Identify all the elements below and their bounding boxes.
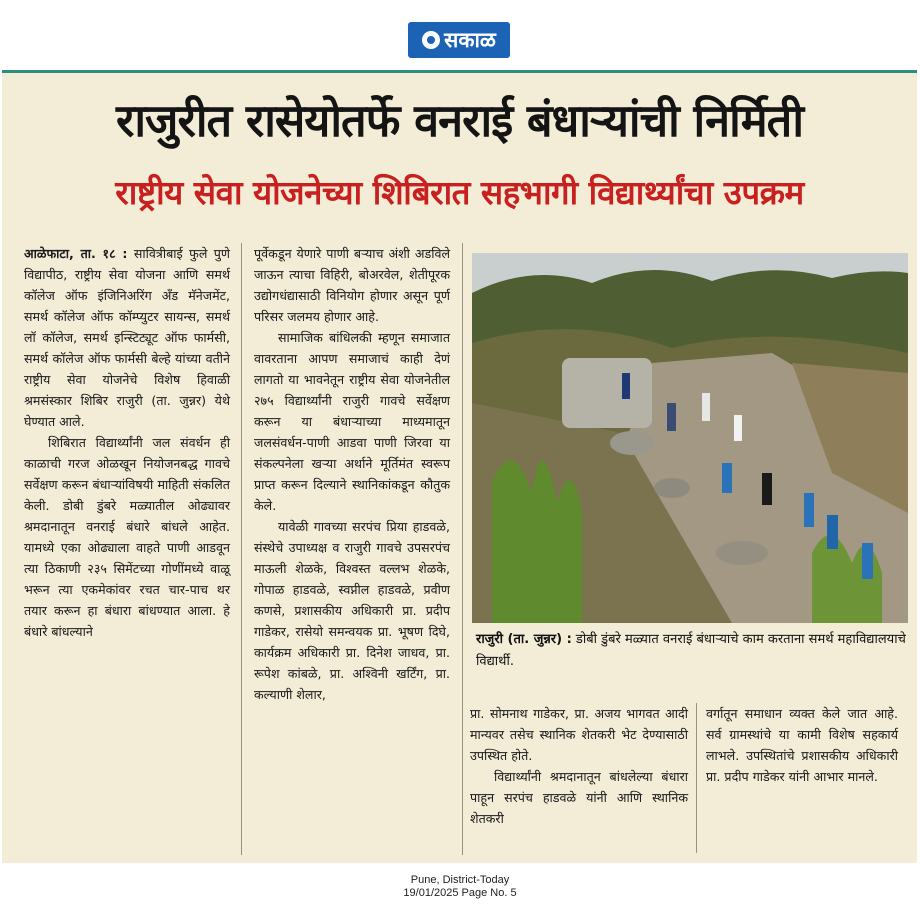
paragraph: सावित्रीबाई फुले पुणे विद्यापीठ, राष्ट्रीय सेवा योजना आणि समर्थ कॉलेज ऑफ इंजिनिअरिंग अँड मॅनेजमेंट, समर्थ कॉलेज ऑफ कॉम्प्युटर सायन्स, समर्थ लॉ कॉलेज, समर्थ इन्स्टिट्यूट ऑफ फार्मसी, समर्थ कॉलेज ऑफ फार्मसी बेल्हे यांच्या वतीने राष्ट्रीय सेवा योजनेचे विशेष हिवाळी श्रमसंस्कार शिबिर राजुरी (ता. जुन्नर) येथे घेण्यात आले. <box>24 246 230 429</box>
page-footer <box>0 874 920 900</box>
article-column-3 <box>470 703 688 829</box>
sakal-logo <box>408 22 510 58</box>
article-column-4 <box>706 703 898 787</box>
footer-date-page: 19/01/2025 Page No. 5 <box>403 887 517 899</box>
caption-text: डोबी डुंबरे मळ्यात वनराई बंधाऱ्याचे काम करताना समर्थ महाविद्यालयाचे विद्यार्थी. <box>476 632 906 669</box>
paragraph: यावेळी गावच्या सरपंच प्रिया हाडवळे, संस्थेचे उपाध्यक्ष व राजुरी गावचे उपसरपंच माऊली शेळके, विश्वस्त वल्लभ शेळके, गोपाळ हाडवळे, स्वप्नील हाडवळे, प्रवीण कणसे, प्रशासकीय अधिकारी प्रा. प्रदीप गाडेकर, रासेयो समन्वयक प्रा. भूषण दिघे, कार्यक्रम अधिकारी प्रा. दिनेश जाधव, प्रा. रूपेश कांबळे, प्रा. अश्विनी खर्टिंग, प्रा. कल्याणी शेलार, <box>254 519 450 702</box>
paragraph: शिबिरात विद्यार्थ्यांनी जल संवर्धन ही काळाची गरज ओळखून नियोजनबद्ध गावचे सर्वेक्षण करून बंधाऱ्यांविषयी माहिती संकलित केली. डोबी डुंबरे मळ्यातील ओढ्यावर श्रमदानातून वनराई बंधारे बांधले आहेत. यामध्ये एका ओढ्याला वाहते पाणी आडवून त्या ठिकाणी २३५ सिमेंटच्या गोणींमध्ये वाळू भरून त्या एकमेकांवर रचत चार-पाच थर तयार करून हा बंधारा बांधण्यात आला. हे बंधारे बांधल्याने <box>24 435 230 639</box>
paragraph: पूर्वेकडून येणारे पाणी बऱ्याच अंशी अडविले जाऊन त्याचा विहिरी, बोअरवेल, शेतीपूरक उद्योगधंद्यासाठी विनियोग होणार असून पूर्ण परिसर जलमय होणार आहे. <box>254 246 450 324</box>
paragraph: सामाजिक बांधिलकी म्हणून समाजात वावरताना आपण समाजाचं काही देणं लागतो या भावनेतून राष्ट्रीय सेवा योजनेतील २७५ विद्यार्थ्यांनी राजुरी गावचे सर्वेक्षण करून या बंधाऱ्याच्या माध्यमातून जलसंवर्धन-पाणी आडवा पाणी जिरवा या संकल्पनेला खऱ्या अर्थाने मूर्तिमंत स्वरूप प्राप्त करून दिल्याने स्थानिकांकडून कौतुक केले. <box>254 330 450 513</box>
photo-caption <box>476 629 906 673</box>
column-divider <box>241 243 242 855</box>
dateline: आळेफाटा, ता. १८ : <box>24 246 128 261</box>
footer-edition: Pune, District-Today <box>410 874 510 886</box>
column-divider <box>462 243 463 855</box>
column-divider <box>696 703 697 853</box>
headline: राजुरीत रासेयोतर्फे वनराई बंधाऱ्यांची निर्मिती <box>116 94 803 147</box>
stream-work-photo <box>472 253 908 623</box>
paragraph: वर्गातून समाधान व्यक्त केले जात आहे. सर्व ग्रामस्थांचे या कामी विशेष सहकार्य लाभले. उपस्थितांचे प्रशासकीय अधिकारी प्रा. प्रदीप गाडेकर यांनी आभार मानले. <box>706 706 898 784</box>
article-photo <box>472 253 908 623</box>
masthead <box>0 0 920 72</box>
caption-place: राजुरी (ता. जुन्नर) : <box>476 632 572 647</box>
sun-emblem-icon <box>422 31 440 49</box>
subheadline: राष्ट्रीय सेवा योजनेच्या शिबिरात सहभागी विद्यार्थ्यांचा उपक्रम <box>115 173 804 212</box>
paragraph: प्रा. सोमनाथ गाडेकर, प्रा. अजय भागवत आदी मान्यवर तसेच स्थानिक शेतकरी भेट देण्यासाठी उपस्थित होते. <box>470 706 688 763</box>
news-clipping <box>2 73 917 863</box>
article-column-1 <box>24 243 230 642</box>
article-column-2 <box>254 243 450 705</box>
paragraph: विद्यार्थ्यांनी श्रमदानातून बांधलेल्या बंधारा पाहून सरपंच हाडवळे यांनी आणि स्थानिक शेतकरी <box>470 769 688 826</box>
logo-text: सकाळ <box>444 28 496 52</box>
